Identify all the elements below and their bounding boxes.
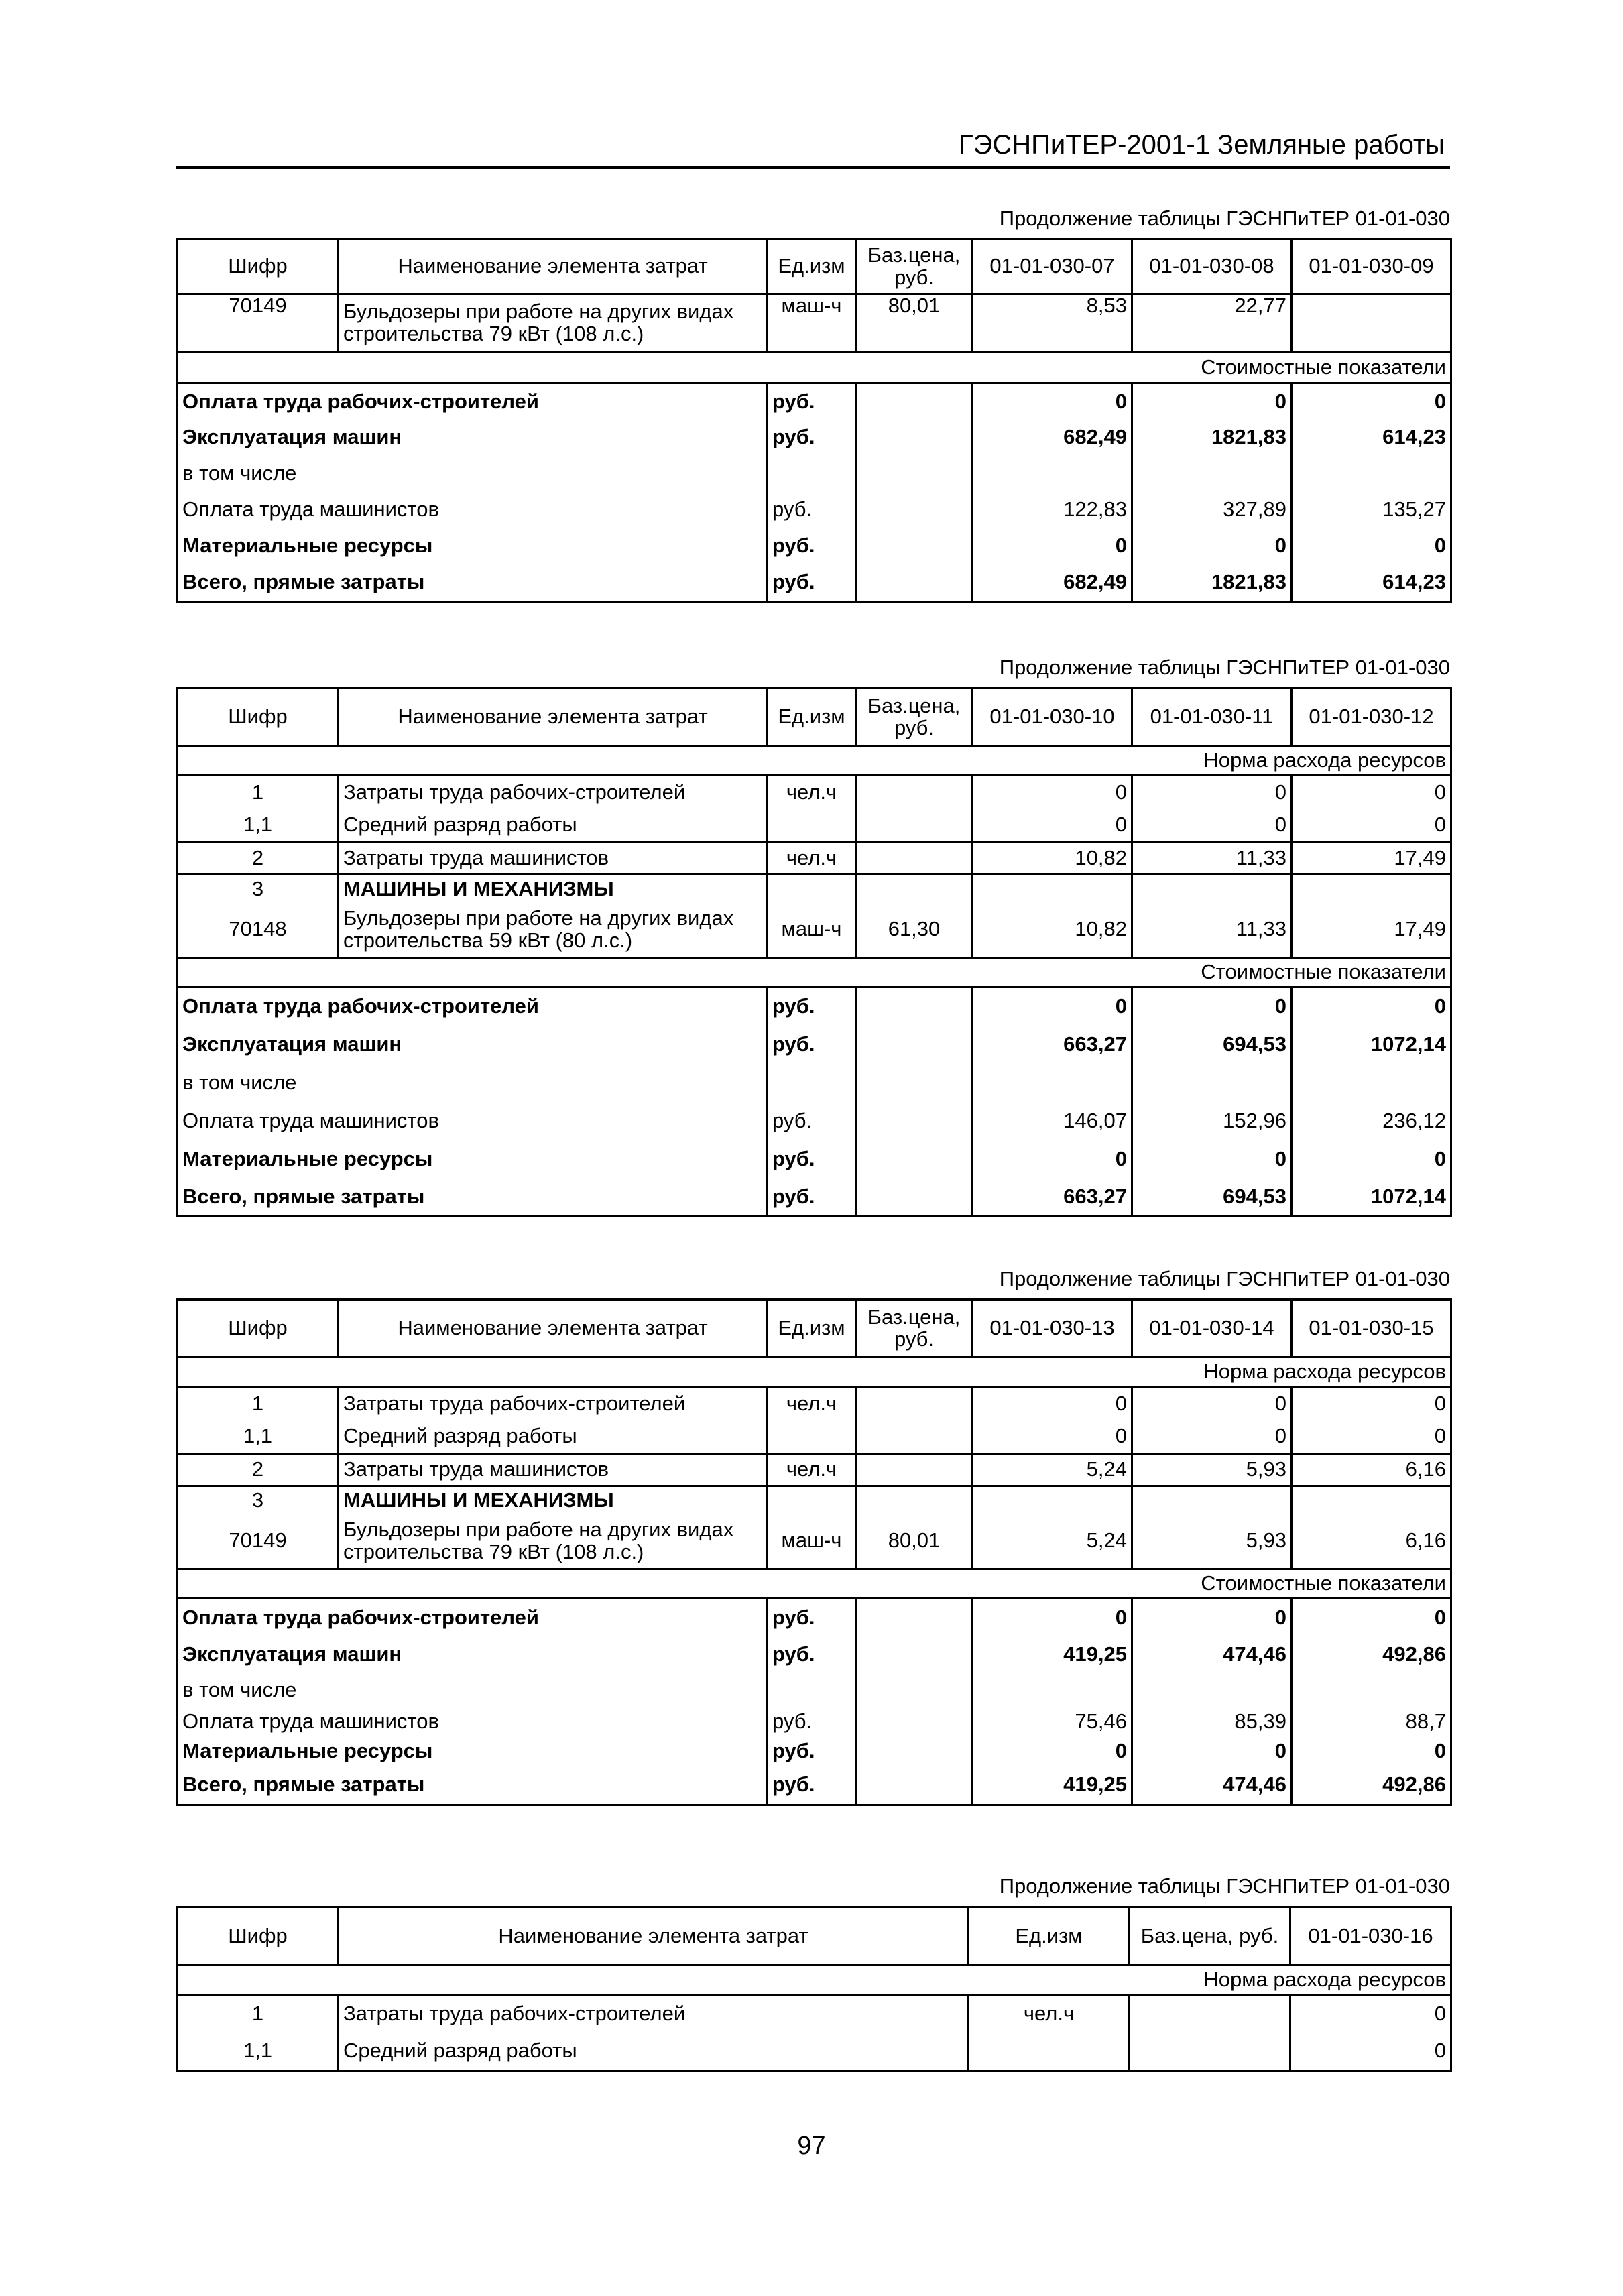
resource-code: 1,1 bbox=[178, 1421, 339, 1454]
cost-row bbox=[178, 492, 1451, 528]
cost-row bbox=[178, 1179, 1451, 1217]
cost-label: в том числе bbox=[178, 1064, 768, 1102]
header-norm-code: 01-01-030-07 bbox=[973, 239, 1132, 294]
section-label-row bbox=[178, 746, 1451, 776]
cost-row bbox=[178, 1766, 1451, 1805]
header-code: Шифр bbox=[178, 1300, 339, 1357]
value-cell: 5,24 bbox=[973, 1514, 1132, 1569]
group-name: МАШИНЫ И МЕХАНИЗМЫ bbox=[339, 875, 768, 903]
header-price: Баз.цена, руб. bbox=[856, 688, 973, 746]
value-cell: 22,77 bbox=[1132, 294, 1292, 353]
cost-unit: руб. bbox=[768, 1766, 856, 1805]
value-cell: 0 bbox=[973, 987, 1132, 1026]
resource-row bbox=[178, 843, 1451, 875]
cost-label: Всего, прямые затраты bbox=[178, 1179, 768, 1217]
header-unit: Ед.изм bbox=[969, 1907, 1130, 1966]
value-cell: 0 bbox=[1290, 2033, 1451, 2071]
section-label-row bbox=[178, 353, 1451, 383]
resource-row bbox=[178, 1454, 1451, 1486]
value-cell: 0 bbox=[1132, 1599, 1292, 1636]
cost-label: Материальные ресурсы bbox=[178, 1737, 768, 1766]
cost-row bbox=[178, 456, 1451, 492]
header-norm-code: 01-01-030-12 bbox=[1292, 688, 1451, 746]
value-cell: 5,93 bbox=[1132, 1514, 1292, 1569]
cost-label: Оплата труда машинистов bbox=[178, 1102, 768, 1140]
resource-row bbox=[178, 809, 1451, 843]
cost-row bbox=[178, 987, 1451, 1026]
value-cell: 0 bbox=[1132, 1737, 1292, 1766]
value-cell: 5,24 bbox=[973, 1454, 1132, 1486]
machine-unit: маш-ч bbox=[768, 294, 856, 353]
group-code: 3 bbox=[178, 875, 339, 903]
cost-label: Оплата труда рабочих-строителей bbox=[178, 1599, 768, 1636]
value-cell: 0 bbox=[973, 1421, 1132, 1454]
norm-label: Норма расхода ресурсов bbox=[178, 746, 1451, 776]
cost-label: Оплата труда машинистов bbox=[178, 1707, 768, 1737]
resource-code: 1 bbox=[178, 776, 339, 809]
machine-name: Бульдозеры при работе на других видах строительства 59 кВт (80 л.с.) bbox=[339, 903, 768, 958]
value-cell: 614,23 bbox=[1292, 420, 1451, 456]
table-1 bbox=[176, 238, 1452, 603]
cost-row bbox=[178, 1140, 1451, 1179]
resource-code: 2 bbox=[178, 843, 339, 875]
value-cell: 0 bbox=[1292, 1599, 1451, 1636]
cost-row bbox=[178, 564, 1451, 602]
section-label: Стоимостные показатели bbox=[178, 958, 1451, 987]
resource-code: 2 bbox=[178, 1454, 339, 1486]
cost-unit: руб. bbox=[768, 383, 856, 420]
value-cell: 6,16 bbox=[1292, 1454, 1451, 1486]
value-cell: 0 bbox=[973, 1387, 1132, 1421]
cost-label: Оплата труда рабочих-строителей bbox=[178, 383, 768, 420]
value-cell: 10,82 bbox=[973, 903, 1132, 958]
value-cell: 1072,14 bbox=[1292, 1026, 1451, 1064]
header-code: Шифр bbox=[178, 239, 339, 294]
resource-unit: чел.ч bbox=[768, 1387, 856, 1421]
resource-unit: чел.ч bbox=[768, 776, 856, 809]
cost-unit: руб. bbox=[768, 1179, 856, 1217]
cost-label: Эксплуатация машин bbox=[178, 1026, 768, 1064]
header-price: Баз.цена, руб. bbox=[1130, 1907, 1290, 1966]
section-label-row bbox=[178, 1357, 1451, 1387]
header-norm-code: 01-01-030-08 bbox=[1132, 239, 1292, 294]
resource-row bbox=[178, 1387, 1451, 1421]
machine-row bbox=[178, 294, 1451, 353]
value-cell: 11,33 bbox=[1132, 903, 1292, 958]
section-label-row bbox=[178, 958, 1451, 987]
value-cell: 17,49 bbox=[1292, 903, 1451, 958]
value-cell: 5,93 bbox=[1132, 1454, 1292, 1486]
resource-name: Затраты труда рабочих-строителей bbox=[339, 1995, 969, 2033]
machine-price: 80,01 bbox=[856, 294, 973, 353]
table-1-caption: Продолжение таблицы ГЭСНПиТЕР 01-01-030 bbox=[999, 206, 1450, 230]
value-cell: 88,7 bbox=[1292, 1707, 1451, 1737]
page-header bbox=[176, 126, 1450, 169]
header-code: Шифр bbox=[178, 688, 339, 746]
value-cell: 492,86 bbox=[1292, 1636, 1451, 1674]
value-cell: 6,16 bbox=[1292, 1514, 1451, 1569]
value-cell: 75,46 bbox=[973, 1707, 1132, 1737]
resource-row bbox=[178, 2033, 1451, 2071]
resource-name: Средний разряд работы bbox=[339, 1421, 768, 1454]
cost-row bbox=[178, 1026, 1451, 1064]
cost-unit: руб. bbox=[768, 564, 856, 602]
value-cell bbox=[1292, 294, 1451, 353]
machine-unit: маш-ч bbox=[768, 903, 856, 958]
machine-price: 61,30 bbox=[856, 903, 973, 958]
header-price: Баз.цена, руб. bbox=[856, 1300, 973, 1357]
resource-name: Затраты труда рабочих-строителей bbox=[339, 1387, 768, 1421]
section-label: Стоимостные показатели bbox=[178, 1569, 1451, 1599]
value-cell: 0 bbox=[1292, 1140, 1451, 1179]
cost-row bbox=[178, 1599, 1451, 1636]
value-cell: 474,46 bbox=[1132, 1766, 1292, 1805]
value-cell: 0 bbox=[973, 383, 1132, 420]
value-cell: 0 bbox=[973, 776, 1132, 809]
value-cell: 152,96 bbox=[1132, 1102, 1292, 1140]
value-cell: 327,89 bbox=[1132, 492, 1292, 528]
header-norm-code: 01-01-030-09 bbox=[1292, 239, 1451, 294]
table-4 bbox=[176, 1906, 1452, 2072]
value-cell: 0 bbox=[1132, 1421, 1292, 1454]
resource-code: 1,1 bbox=[178, 809, 339, 843]
section-label-row bbox=[178, 1966, 1451, 1995]
value-cell: 0 bbox=[1132, 383, 1292, 420]
value-cell: 0 bbox=[1132, 809, 1292, 843]
cost-row bbox=[178, 420, 1451, 456]
header-norm-code: 01-01-030-15 bbox=[1292, 1300, 1451, 1357]
cost-unit: руб. bbox=[768, 1140, 856, 1179]
machine-code: 70148 bbox=[178, 903, 339, 958]
value-cell: 236,12 bbox=[1292, 1102, 1451, 1140]
header-code: Шифр bbox=[178, 1907, 339, 1966]
cost-unit: руб. bbox=[768, 1599, 856, 1636]
resource-row bbox=[178, 776, 1451, 809]
value-cell: 492,86 bbox=[1292, 1766, 1451, 1805]
value-cell: 614,23 bbox=[1292, 564, 1451, 602]
table-header-row bbox=[178, 1300, 1451, 1357]
value-cell: 663,27 bbox=[973, 1026, 1132, 1064]
cost-unit: руб. bbox=[768, 1737, 856, 1766]
resource-name: Средний разряд работы bbox=[339, 2033, 969, 2071]
cost-row bbox=[178, 383, 1451, 420]
value-cell: 1072,14 bbox=[1292, 1179, 1451, 1217]
value-cell: 0 bbox=[1292, 528, 1451, 564]
cost-label: Материальные ресурсы bbox=[178, 528, 768, 564]
cost-label: Эксплуатация машин bbox=[178, 1636, 768, 1674]
cost-unit: руб. bbox=[768, 987, 856, 1026]
table-header-row bbox=[178, 1907, 1451, 1966]
group-code: 3 bbox=[178, 1486, 339, 1514]
resource-row bbox=[178, 1421, 1451, 1454]
value-cell: 0 bbox=[1132, 1387, 1292, 1421]
header-name: Наименование элемента затрат bbox=[339, 1300, 768, 1357]
value-cell: 0 bbox=[1292, 809, 1451, 843]
group-row bbox=[178, 875, 1451, 903]
header-norm-code: 01-01-030-16 bbox=[1290, 1907, 1451, 1966]
value-cell: 0 bbox=[1132, 776, 1292, 809]
header-norm-code: 01-01-030-13 bbox=[973, 1300, 1132, 1357]
cost-row bbox=[178, 1636, 1451, 1674]
header-unit: Ед.изм bbox=[768, 688, 856, 746]
header-norm-code: 01-01-030-14 bbox=[1132, 1300, 1292, 1357]
cost-unit: руб. bbox=[768, 492, 856, 528]
cost-label: Оплата труда машинистов bbox=[178, 492, 768, 528]
value-cell: 682,49 bbox=[973, 564, 1132, 602]
value-cell: 663,27 bbox=[973, 1179, 1132, 1217]
section-label: Стоимостные показатели bbox=[178, 353, 1451, 383]
table-2-caption: Продолжение таблицы ГЭСНПиТЕР 01-01-030 bbox=[999, 656, 1450, 679]
header-name: Наименование элемента затрат bbox=[339, 688, 768, 746]
value-cell: 0 bbox=[1292, 1421, 1451, 1454]
table-3-caption: Продолжение таблицы ГЭСНПиТЕР 01-01-030 bbox=[999, 1267, 1450, 1290]
header-price: Баз.цена, руб. bbox=[856, 239, 973, 294]
header-unit: Ед.изм bbox=[768, 1300, 856, 1357]
header-norm-code: 01-01-030-11 bbox=[1132, 688, 1292, 746]
resource-name: Средний разряд работы bbox=[339, 809, 768, 843]
group-name: МАШИНЫ И МЕХАНИЗМЫ bbox=[339, 1486, 768, 1514]
header-name: Наименование элемента затрат bbox=[339, 1907, 969, 1966]
table-2 bbox=[176, 687, 1452, 1217]
page-header-title: ГЭСНПиТЕР-2001-1 Земляные работы bbox=[959, 130, 1445, 160]
value-cell: 0 bbox=[973, 528, 1132, 564]
cost-label: в том числе bbox=[178, 456, 768, 492]
value-cell: 0 bbox=[1132, 987, 1292, 1026]
cost-row bbox=[178, 528, 1451, 564]
value-cell: 474,46 bbox=[1132, 1636, 1292, 1674]
resource-code: 1 bbox=[178, 1387, 339, 1421]
value-cell: 0 bbox=[1132, 528, 1292, 564]
value-cell: 0 bbox=[1292, 987, 1451, 1026]
resource-row bbox=[178, 1995, 1451, 2033]
cost-unit: руб. bbox=[768, 1636, 856, 1674]
resource-name: Затраты труда рабочих-строителей bbox=[339, 776, 768, 809]
table-3 bbox=[176, 1298, 1452, 1806]
machine-name: Бульдозеры при работе на других видах строительства 79 кВт (108 л.с.) bbox=[339, 1514, 768, 1569]
value-cell: 0 bbox=[1292, 776, 1451, 809]
cost-row bbox=[178, 1674, 1451, 1707]
value-cell: 146,07 bbox=[973, 1102, 1132, 1140]
page-number: 97 bbox=[797, 2132, 826, 2160]
machine-row bbox=[178, 903, 1451, 958]
machine-unit: маш-ч bbox=[768, 1514, 856, 1569]
value-cell: 135,27 bbox=[1292, 492, 1451, 528]
resource-code: 1 bbox=[178, 1995, 339, 2033]
machine-code: 70149 bbox=[178, 1514, 339, 1569]
machine-name: Бульдозеры при работе на других видах строительства 79 кВт (108 л.с.) bbox=[339, 294, 768, 353]
norm-label: Норма расхода ресурсов bbox=[178, 1966, 1451, 1995]
value-cell: 0 bbox=[973, 1737, 1132, 1766]
machine-code: 70149 bbox=[178, 294, 339, 353]
value-cell: 0 bbox=[1292, 1737, 1451, 1766]
value-cell: 17,49 bbox=[1292, 843, 1451, 875]
cost-label: Материальные ресурсы bbox=[178, 1140, 768, 1179]
cost-label: в том числе bbox=[178, 1674, 768, 1707]
cost-unit: руб. bbox=[768, 1026, 856, 1064]
section-label-row bbox=[178, 1569, 1451, 1599]
cost-label: Всего, прямые затраты bbox=[178, 1766, 768, 1805]
resource-unit: чел.ч bbox=[768, 843, 856, 875]
value-cell: 0 bbox=[973, 1599, 1132, 1636]
value-cell: 11,33 bbox=[1132, 843, 1292, 875]
value-cell: 694,53 bbox=[1132, 1179, 1292, 1217]
value-cell: 85,39 bbox=[1132, 1707, 1292, 1737]
group-row bbox=[178, 1486, 1451, 1514]
cost-unit: руб. bbox=[768, 528, 856, 564]
norm-label: Норма расхода ресурсов bbox=[178, 1357, 1451, 1387]
cost-unit: руб. bbox=[768, 1707, 856, 1737]
header-name: Наименование элемента затрат bbox=[339, 239, 768, 294]
value-cell: 0 bbox=[1132, 1140, 1292, 1179]
machine-row bbox=[178, 1514, 1451, 1569]
table-header-row bbox=[178, 688, 1451, 746]
table-header-row bbox=[178, 239, 1451, 294]
value-cell: 10,82 bbox=[973, 843, 1132, 875]
value-cell: 419,25 bbox=[973, 1636, 1132, 1674]
value-cell: 1821,83 bbox=[1132, 564, 1292, 602]
resource-name: Затраты труда машинистов bbox=[339, 1454, 768, 1486]
cost-row bbox=[178, 1707, 1451, 1737]
value-cell: 8,53 bbox=[973, 294, 1132, 353]
value-cell: 419,25 bbox=[973, 1766, 1132, 1805]
value-cell: 1821,83 bbox=[1132, 420, 1292, 456]
cost-unit: руб. bbox=[768, 420, 856, 456]
value-cell: 0 bbox=[1290, 1995, 1451, 2033]
value-cell: 0 bbox=[973, 809, 1132, 843]
resource-unit: чел.ч bbox=[969, 1995, 1130, 2033]
value-cell: 682,49 bbox=[973, 420, 1132, 456]
cost-label: Оплата труда рабочих-строителей bbox=[178, 987, 768, 1026]
header-norm-code: 01-01-030-10 bbox=[973, 688, 1132, 746]
cost-row bbox=[178, 1102, 1451, 1140]
cost-label: Эксплуатация машин bbox=[178, 420, 768, 456]
header-unit: Ед.изм bbox=[768, 239, 856, 294]
resource-name: Затраты труда машинистов bbox=[339, 843, 768, 875]
resource-code: 1,1 bbox=[178, 2033, 339, 2071]
value-cell: 122,83 bbox=[973, 492, 1132, 528]
cost-row bbox=[178, 1064, 1451, 1102]
resource-unit: чел.ч bbox=[768, 1454, 856, 1486]
machine-price: 80,01 bbox=[856, 1514, 973, 1569]
table-4-caption: Продолжение таблицы ГЭСНПиТЕР 01-01-030 bbox=[999, 1874, 1450, 1898]
cost-row bbox=[178, 1737, 1451, 1766]
cost-label: Всего, прямые затраты bbox=[178, 564, 768, 602]
cost-unit: руб. bbox=[768, 1102, 856, 1140]
value-cell: 694,53 bbox=[1132, 1026, 1292, 1064]
value-cell: 0 bbox=[973, 1140, 1132, 1179]
value-cell: 0 bbox=[1292, 383, 1451, 420]
value-cell: 0 bbox=[1292, 1387, 1451, 1421]
